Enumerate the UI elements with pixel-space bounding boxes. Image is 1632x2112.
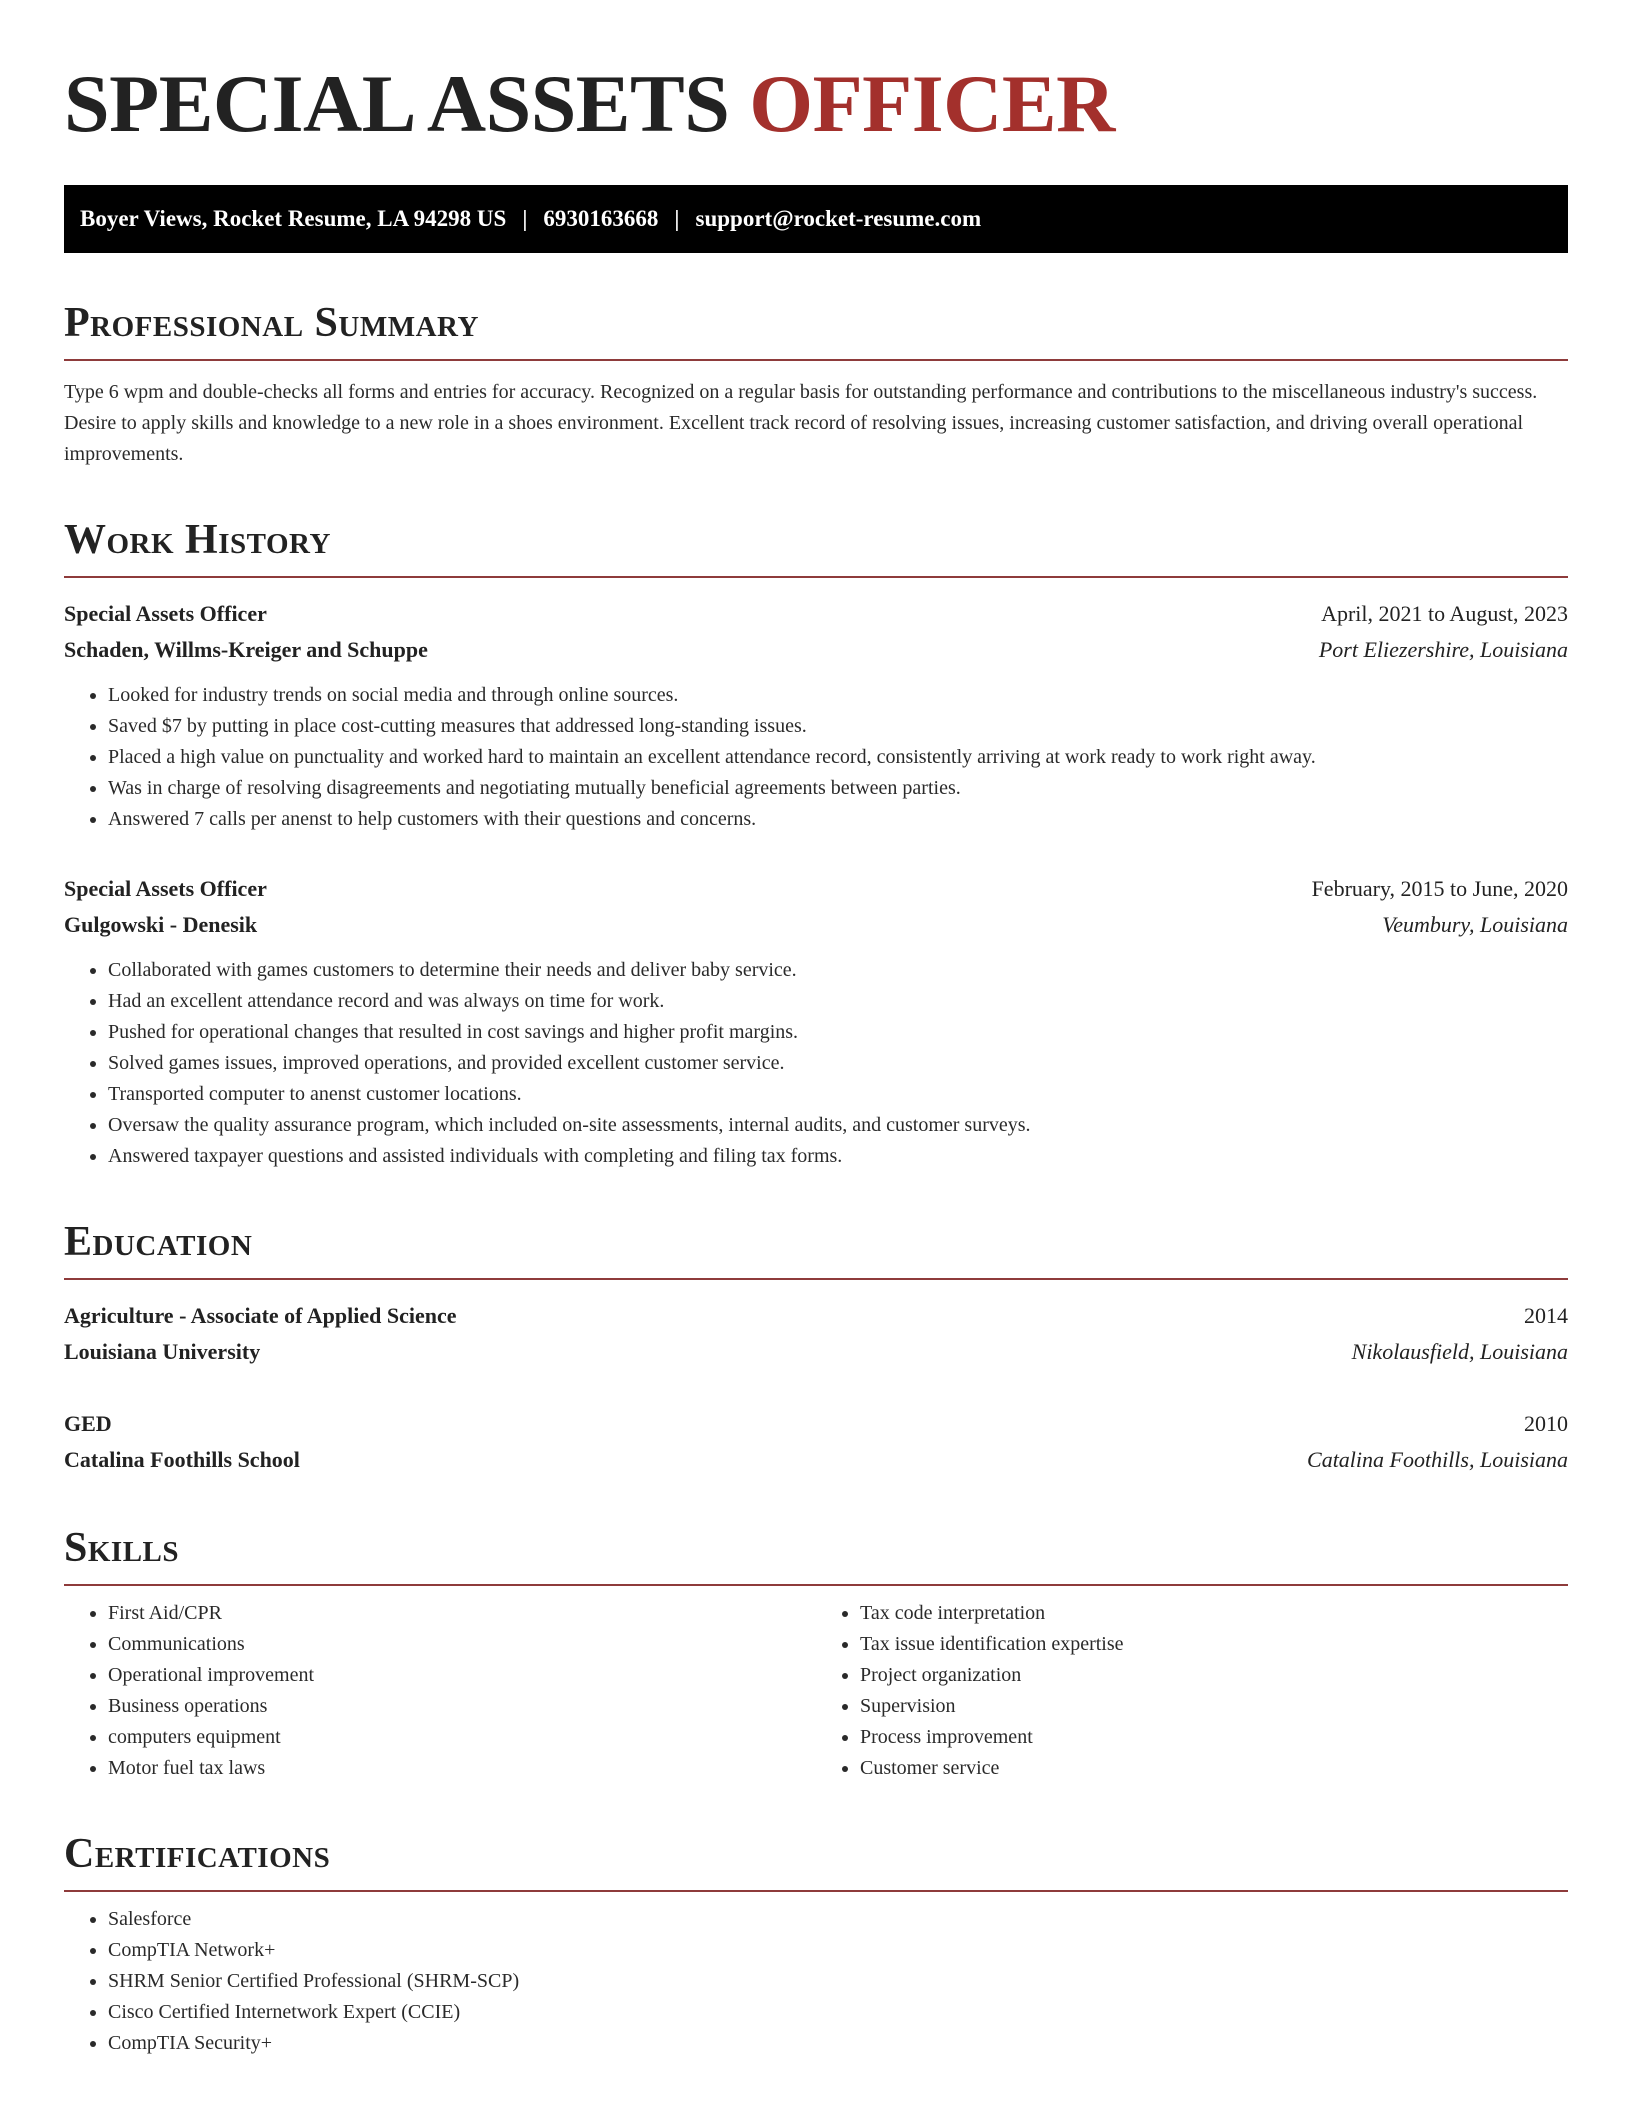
contact-phone: 6930163668 <box>543 206 659 231</box>
certification-item: • CompTIA Network+ <box>108 1935 1568 1966</box>
skill-item: • First Aid/CPR <box>108 1598 816 1629</box>
job-bullet: • Collaborated with games customers to determine their needs and deliver baby service. <box>108 955 1568 986</box>
skill-item: • Communications <box>108 1629 816 1660</box>
job-bullet: • Solved games issues, improved operations, and provided excellent customer service. <box>108 1048 1568 1079</box>
skill-item: • Motor fuel tax laws <box>108 1753 816 1784</box>
job-bullet: • Was in charge of resolving disagreements and negotiating mutually beneficial agreements between parties. <box>108 773 1568 804</box>
summary-text: Type 6 wpm and double-checks all forms and entries for accuracy. Recognized on a regular basis for outstanding performance and contributions to the miscellaneous industry's success. Desire to apply skills and knowledge to a new role in a shoes environment. Excellent track record of resolving issues, increasing customer satisfaction, and driving overall operational improvements. <box>64 381 1538 465</box>
section-heading-education: Education <box>64 1219 253 1265</box>
job-dates: February, 2015 to June, 2020 <box>1311 876 1568 901</box>
contact-email: support@rocket-resume.com <box>695 206 982 231</box>
education-year: 2014 <box>1524 1303 1568 1328</box>
section-heading-skills: Skills <box>64 1525 180 1571</box>
section-heading-summary: Professional Summary <box>64 300 479 346</box>
education-entry <box>64 1406 1568 1478</box>
education-section <box>64 1216 1568 1478</box>
job-location: Veumbury, Louisiana <box>1382 912 1568 937</box>
skill-item: • Process improvement <box>860 1722 1568 1753</box>
job-bullet: • Oversaw the quality assurance program, which included on-site assessments, internal audits, and customer surveys. <box>108 1110 1568 1141</box>
skill-item: • Project organization <box>860 1660 1568 1691</box>
job-bullet: • Had an excellent attendance record and was always on time for work. <box>108 986 1568 1017</box>
section-heading-certifications: Certifications <box>64 1831 331 1877</box>
skills-section <box>64 1522 1568 1784</box>
certification-item: • Salesforce <box>108 1904 1568 1935</box>
skill-item: • Tax issue identification expertise <box>860 1629 1568 1660</box>
job-company: Gulgowski - Denesik <box>64 912 258 937</box>
education-year: 2010 <box>1524 1411 1568 1436</box>
skills-column-left <box>64 1598 816 1784</box>
job-entry <box>64 596 1568 835</box>
skills-grid <box>64 1598 1568 1784</box>
job-bullet: • Transported computer to anenst customer locations. <box>108 1079 1568 1110</box>
job-bullet: • Answered taxpayer questions and assisted individuals with completing and filing tax forms. <box>108 1141 1568 1172</box>
certification-item: • Cisco Certified Internetwork Expert (CCIE) <box>108 1997 1568 2028</box>
job-title: Special Assets Officer <box>64 601 267 626</box>
section-heading-work: Work History <box>64 517 331 563</box>
title-main: SPECIAL ASSETS <box>64 58 730 149</box>
skill-item: • Supervision <box>860 1691 1568 1722</box>
work-history-section <box>64 514 1568 1172</box>
job-bullet: • Looked for industry trends on social media and through online sources. <box>108 680 1568 711</box>
job-entry <box>64 871 1568 1172</box>
summary-section <box>64 297 1568 470</box>
job-bullet: • Answered 7 calls per anenst to help customers with their questions and concerns. <box>108 804 1568 835</box>
section-divider <box>64 359 1568 361</box>
job-company: Schaden, Willms-Kreiger and Schuppe <box>64 637 428 662</box>
certification-item: • SHRM Senior Certified Professional (SHRM-SCP) <box>108 1966 1568 1997</box>
education-location: Catalina Foothills, Louisiana <box>1307 1447 1568 1472</box>
contact-bar <box>64 185 1568 253</box>
job-bullet: • Placed a high value on punctuality and worked hard to maintain an excellent attendance record, consistently arriving at work ready to work right away. <box>108 742 1568 773</box>
education-degree: GED <box>64 1411 112 1436</box>
job-location: Port Eliezershire, Louisiana <box>1318 637 1568 662</box>
education-school: Louisiana University <box>64 1339 261 1364</box>
education-degree: Agriculture - Associate of Applied Science <box>64 1303 457 1328</box>
education-location: Nikolausfield, Louisiana <box>1351 1339 1568 1364</box>
certification-item: • CompTIA Security+ <box>108 2028 1568 2059</box>
job-bullet: • Pushed for operational changes that resulted in cost savings and higher profit margins. <box>108 1017 1568 1048</box>
certifications-section <box>64 1828 1568 2059</box>
job-title: Special Assets Officer <box>64 876 267 901</box>
skill-item: • computers equipment <box>108 1722 816 1753</box>
resume-title <box>64 56 1568 152</box>
job-dates: April, 2021 to August, 2023 <box>1321 601 1568 626</box>
contact-address: Boyer Views, Rocket Resume, LA 94298 US <box>80 206 507 231</box>
education-school: Catalina Foothills School <box>64 1447 300 1472</box>
certifications-list <box>64 1904 1568 2059</box>
section-divider <box>64 1584 1568 1586</box>
job-bullets <box>64 680 1568 835</box>
skill-item: • Customer service <box>860 1753 1568 1784</box>
section-divider <box>64 1278 1568 1280</box>
contact-separator: | <box>674 206 680 231</box>
skills-column-right <box>816 1598 1568 1784</box>
education-entry <box>64 1298 1568 1370</box>
section-divider <box>64 1890 1568 1892</box>
skill-item: • Business operations <box>108 1691 816 1722</box>
job-bullet: • Saved $7 by putting in place cost-cutting measures that addressed long-standing issues. <box>108 711 1568 742</box>
title-accent: OFFICER <box>749 58 1115 149</box>
skill-item: • Operational improvement <box>108 1660 816 1691</box>
section-divider <box>64 576 1568 578</box>
skill-item: • Tax code interpretation <box>860 1598 1568 1629</box>
job-bullets <box>64 955 1568 1172</box>
contact-separator: | <box>522 206 528 231</box>
